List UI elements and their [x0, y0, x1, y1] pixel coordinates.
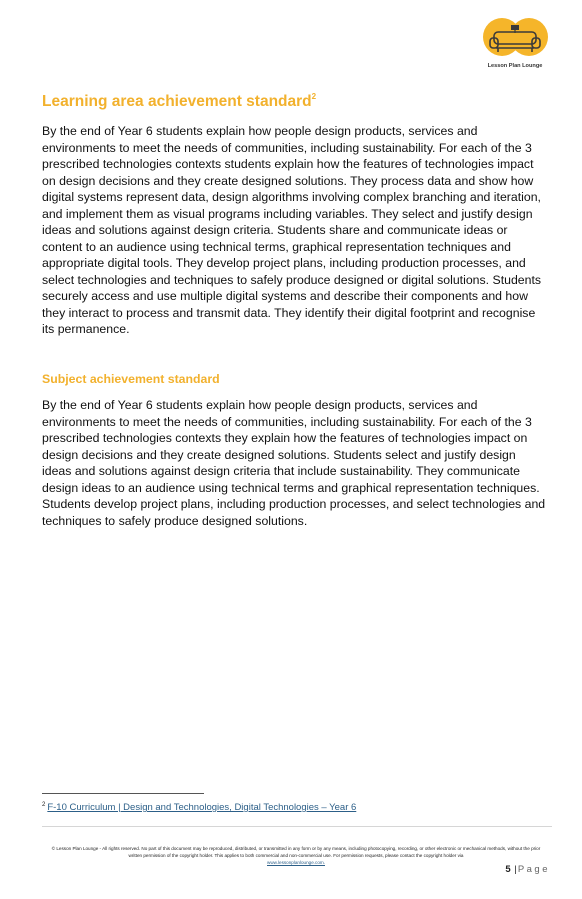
footnote-link[interactable]: F-10 Curriculum | Design and Technologies, Digital Technologies – Year 6 — [47, 802, 357, 814]
subject-achievement-heading: Subject achievement standard — [42, 372, 220, 386]
subject-achievement-paragraph: By the end of Year 6 students explain how people design products, services and environments to meet the needs of communities, including sustainability. For each of the 3 prescribed technologies contexts they explain how the features of technologies impact on design decisions and they create designed solutions. Students select and justify design ideas and solutions against design criteria that include sustainability. They communicate design ideas to an audience using technical terms and graphical representation techniques. Students develop project plans, including production processes, and select technologies and techniques to safely produce designed solutions. — [42, 398, 546, 528]
page-number-value: 5 — [505, 864, 511, 875]
page-label: Page — [517, 864, 550, 875]
website-link[interactable]: www.lessonplanlounge.com. — [267, 860, 325, 865]
learning-area-paragraph: By the end of Year 6 students explain how people design products, services and environments to meet the needs of communities, including sustainability. For each of the 3 prescribed technologies contexts students explain how the features of technologies impact on design decisions and they create designed solutions. They process data and show how digital systems represent data, design algorithms involving complex branching and iteration, and implement them as visual programs including variables. They select and justify design ideas and solutions against design criteria. Students share and communicate ideas or content to an audience using technical terms, graphical representation techniques and appropriate digital tools. They develop project plans, including production processes, and select technologies and techniques to safely produce designed or digital solutions. Students securely access and use multiple digital systems and describe their components and how they interact to process and transmit data. They identify their digital footprint and recognise its permanence. — [42, 124, 542, 336]
sofa-logo-icon — [478, 16, 552, 62]
logo-text: Lesson Plan Lounge — [487, 63, 543, 69]
footnote-reference[interactable]: 2 — [311, 92, 317, 101]
copyright-text: © Lesson Plan Lounge - All rights reserved. No part of this document may be reproduced, distributed, or transmitted in any form or by any means, including photocopying, recording, or other electronic or mechanical methods, without the prior written permission of the copyright holder. This applies to both commercial and non-commercial use. For permission requests, please contact the copyright holder via — [51, 846, 541, 858]
footnote — [42, 802, 356, 813]
lesson-plan-lounge-logo — [478, 16, 552, 74]
footnote-divider — [42, 793, 204, 794]
footer-divider — [42, 826, 552, 827]
copyright-notice — [46, 845, 546, 866]
learning-area-heading — [42, 93, 316, 111]
learning-area-title: Learning area achievement standard — [42, 93, 312, 111]
page-separator: | — [514, 864, 517, 875]
footnote-number: 2 — [42, 802, 46, 808]
page-number — [505, 864, 550, 875]
